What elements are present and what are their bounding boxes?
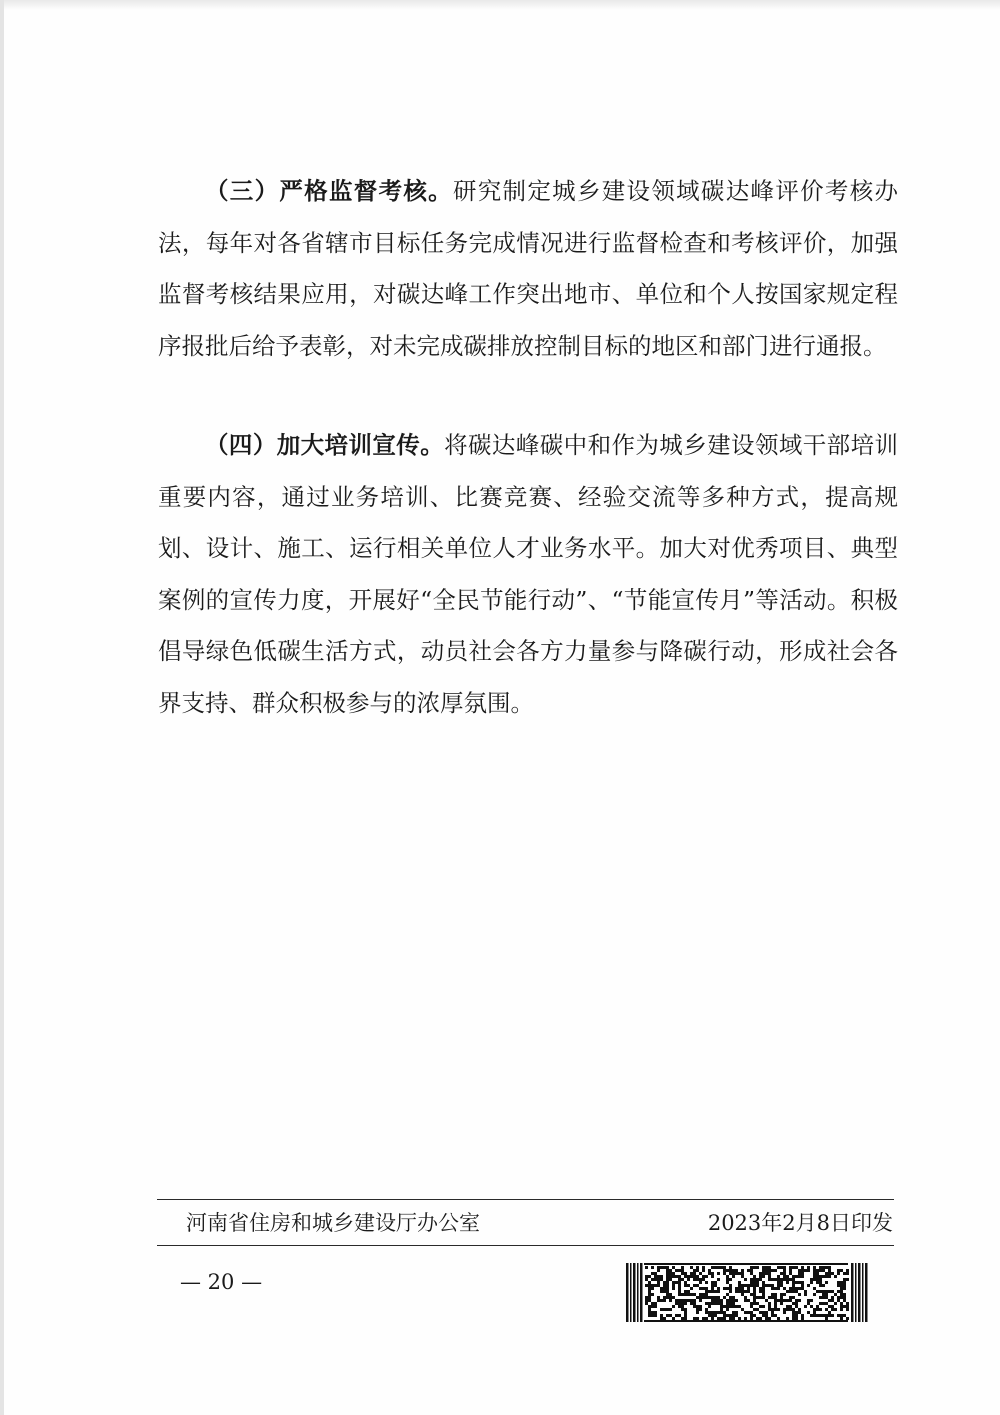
- section-three-paragraph: [158, 166, 898, 372]
- scan-left-edge: [0, 0, 4, 1415]
- barcode-icon: [626, 1263, 868, 1322]
- footer-rule-bottom: [157, 1245, 894, 1246]
- section-three-body: 研究制定城乡建设领域碳达峰评价考核办法，每年对各省辖市目标任务完成情况进行监督检查和考核评价，加强监督考核结果应用，对碳达峰工作突出地市、单位和个人按国家规定程序报批后给予表彰，对未完成碳排放控制目标的地区和部门进行通报。: [158, 177, 899, 360]
- footer-rule-top: [157, 1199, 894, 1200]
- page-number: — 20 —: [180, 1270, 263, 1294]
- section-four-body: 将碳达峰碳中和作为城乡建设领域干部培训重要内容，通过业务培训、比赛竞赛、经验交流等多种方式，提高规划、设计、施工、运行相关单位人才业务水平。加大对优秀项目、典型案例的宣传力度，开展好“全民节能行动”、“节能宣传月”等活动。积极倡导绿色低碳生活方式，动员社会各方力量参与降碳行动，形成社会各界支持、群众积极参与的浓厚氛围。: [158, 431, 899, 717]
- scan-top-edge: [0, 0, 1000, 10]
- section-four-paragraph: [158, 420, 898, 729]
- print-date: 2023年2月8日印发: [707, 1211, 893, 1235]
- issuer-name: 河南省住房和城乡建设厅办公室: [186, 1211, 480, 1235]
- section-three-heading: （三）严格监督考核。: [205, 177, 453, 205]
- section-four-heading: （四）加大培训宣传。: [205, 431, 445, 459]
